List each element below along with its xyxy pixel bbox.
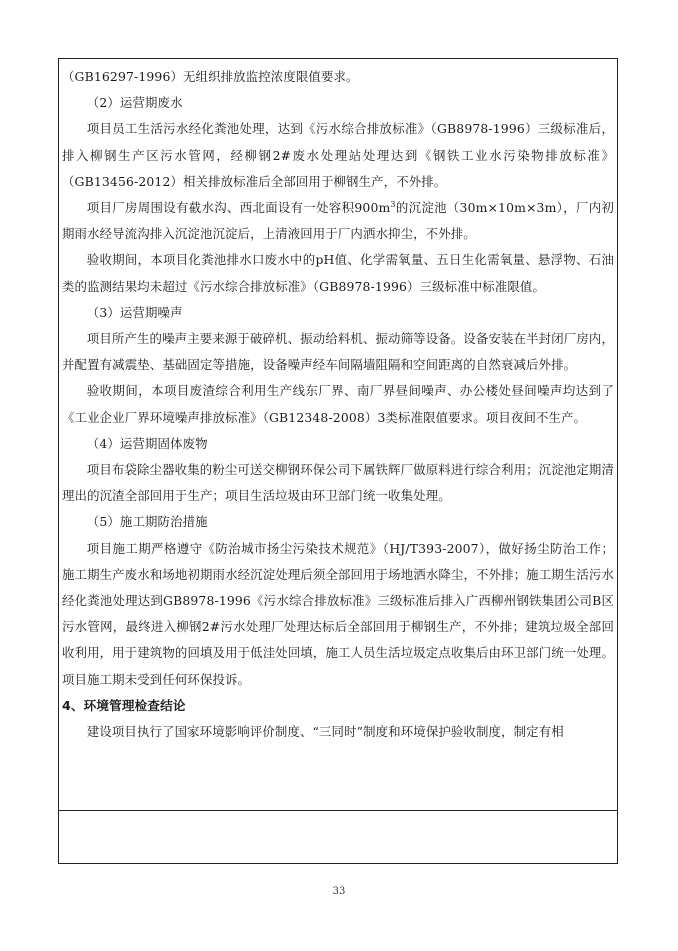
- page-number: 33: [332, 886, 346, 897]
- subheading-operation-wastewater: （2）运营期废水: [86, 95, 183, 111]
- subheading-operation-noise: （3）运营期噪声: [86, 304, 183, 320]
- paragraph-noise-sources: 项目所产生的噪声主要来源于破碎机、振动给料机、振动筛等设备。设备安装在半封闭厂房内，并配置有减震垫、基础固定等措施，设备噪声经车间隔墙阻隔和空间距离的自然衰减后外排。: [62, 331, 614, 373]
- section-heading-conclusion: 4、环境管理检查结论: [62, 697, 186, 713]
- paragraph-wastewater-monitoring: 验收期间，本项目化粪池排水口废水中的pH值、化学需氧量、五日生化需氧量、悬浮物、石油类的监测结果均未超过《污水综合排放标准》（GB8978-1996）三级标准中标准限值。: [62, 252, 614, 294]
- paragraph-solid-waste: 项目布袋除尘器收集的粉尘可送交柳钢环保公司下属铁辉厂做原料进行综合利用；沉淀池定期清理出的沉渣全部回用于生产；项目生活垃圾由环卫部门统一收集处理。: [62, 462, 614, 504]
- paragraph-noise-monitoring: 验收期间，本项目废渣综合利用生产线东厂界、南厂界昼间噪声、办公楼处昼间噪声均达到了《工业企业厂界环境噪声排放标准》（GB12348-2008）3类标准限值要求。项目夜间不生产。: [62, 383, 614, 425]
- document-body: [62, 64, 614, 745]
- section-divider: [59, 810, 617, 811]
- paragraph-conclusion: 建设项目执行了国家环境影响评价制度、“三同时”制度和环境保护验收制度，制定有相: [86, 724, 564, 740]
- subheading-construction-measures: （5）施工期防治措施: [86, 514, 208, 530]
- paragraph-continuation: （GB16297-1996）无组织排放监控浓度限值要求。: [62, 69, 359, 84]
- subheading-operation-solid-waste: （4）运营期固体废物: [86, 435, 208, 451]
- paragraph-domestic-sewage: 项目员工生活污水经化粪池处理，达到《污水综合排放标准》（GB8978-1996）三级标准后，排入柳钢生产区污水管网，经柳钢2#废水处理站处理达到《钢铁工业水污染物排放标准》（GB13456-2012）相关排放标准后全部回用于柳钢生产，不外排。: [62, 121, 614, 189]
- paragraph-construction-measures: 项目施工期严格遵守《防治城市扬尘污染技术规范》（HJ/T393-2007），做好扬尘防治工作；施工期生产废水和场地初期雨水经沉淀处理后须全部回用于场地洒水降尘，不外排；施工期生活污水经化粪池处理达到GB8978-1996《污水综合排放标准》三级标准后排入广西柳州钢铁集团公司B区污水管网，最终进入柳钢2#污水处理厂处理达标后全部回用于柳钢生产，不外排；建筑垃圾全部回收利用，用于建筑物的回填及用于低洼处回填，施工人员生活垃圾定点收集后由环卫部门统一处理。项目施工期未受到任何环保投诉。: [62, 540, 614, 687]
- paragraph-rainwater-sedimentation: 项目厂房周围设有截水沟、西北面设有一处容积$900m^3$的沉淀池（30m×10m×3m），厂内初期雨水经导流沟排入沉淀池沉淀后，上清液回用于厂内洒水抑尘，不外排。: [62, 199, 614, 242]
